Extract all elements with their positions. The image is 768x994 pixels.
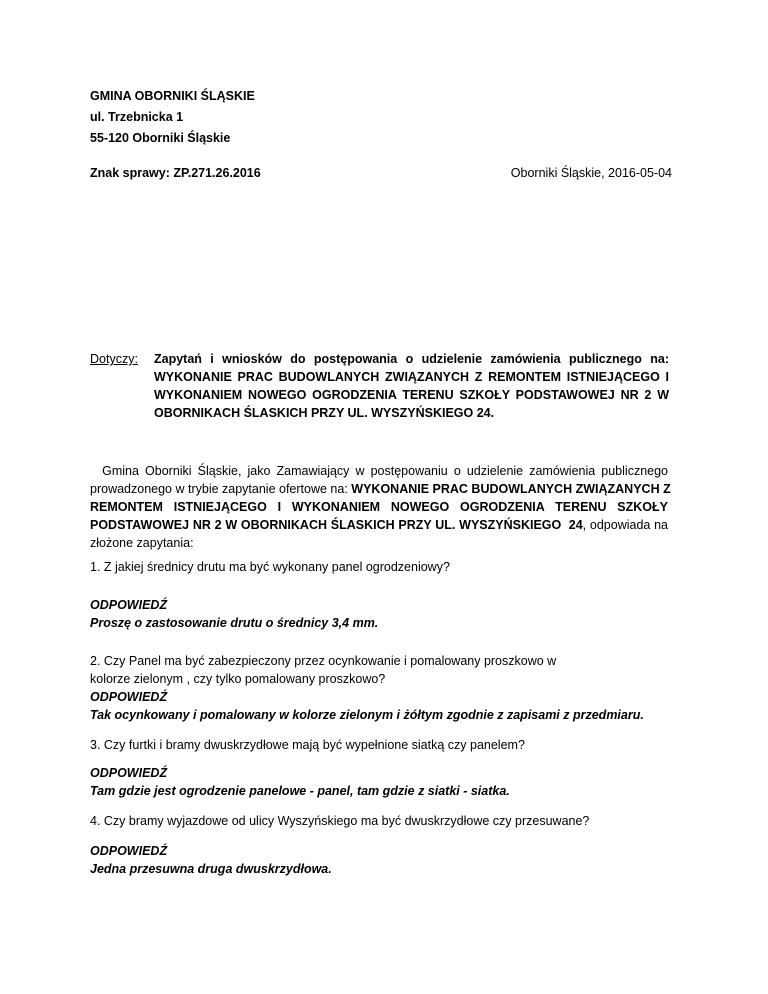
sender-street: ul. Trzebnicka 1 <box>90 110 184 124</box>
case-number: Znak sprawy: ZP.271.26.2016 <box>90 166 261 180</box>
subject-line: WYKONANIEM NOWEGO OGRODZENIA TERENU SZKOŁY PODSTAWOWEJ NR 2 W <box>154 388 669 402</box>
intro-line: Gmina Oborniki Śląskie, jako Zamawiający w postępowaniu o udzielenie zamówienia publicznego <box>90 464 668 478</box>
question-2-line-1: 2. Czy Panel ma być zabezpieczony przez ocynkowanie i pomalowany proszkowo w <box>90 654 557 668</box>
sender-address <box>90 86 255 149</box>
intro-bold-text: PODSTAWOWEJ NR 2 W OBORNIKACH ŚLASKICH PRZY UL. WYSZYŃSKIEGO 24 <box>90 518 583 532</box>
answer-3: Tam gdzie jest ogrodzenie panelowe - panel, tam gdzie z siatki - siatka. <box>90 784 510 798</box>
answer-label-3: ODPOWIEDŹ <box>90 766 168 780</box>
document-date: Oborniki Śląskie, 2016-05-04 <box>510 166 672 180</box>
answer-2: Tak ocynkowany i pomalowany w kolorze zielonym i żółtym zgodnie z zapisami z przedmiaru. <box>90 708 644 722</box>
question-4: 4. Czy bramy wyjazdowe od ulicy Wyszyńskiego ma być dwuskrzydłowe czy przesuwane? <box>90 814 590 828</box>
subject-label: Dotyczy: <box>90 352 138 366</box>
sender-name: GMINA OBORNIKI ŚLĄSKIE <box>90 89 255 103</box>
intro-paragraph <box>90 462 671 552</box>
answer-label-4: ODPOWIEDŹ <box>90 844 168 858</box>
intro-line <box>90 480 671 498</box>
subject-line: Zapytań i wniosków do postępowania o udzielenie zamówienia publicznego na: <box>154 352 669 366</box>
answer-label-2: ODPOWIEDŹ <box>90 690 168 704</box>
subject-text <box>154 350 669 422</box>
question-3: 3. Czy furtki i bramy dwuskrzydłowe mają być wypełnione siatką czy panelem? <box>90 738 525 752</box>
answer-label-1: ODPOWIEDŹ <box>90 598 168 612</box>
answer-4: Jedna przesuwna druga dwuskrzydłowa. <box>90 862 332 876</box>
intro-line: REMONTEM ISTNIEJĄCEGO I WYKONANIEM NOWEGO OGRODZENIA TERENU SZKOŁY <box>90 500 668 514</box>
intro-bold-text: WYKONANIE PRAC BUDOWLANYCH ZWIĄZANYCH Z <box>351 482 671 496</box>
intro-line: złożone zapytania: <box>90 536 194 550</box>
answer-1: Proszę o zastosowanie drutu o średnicy 3,4 mm. <box>90 616 379 630</box>
question-2-line-2: kolorze zielonym , czy tylko pomalowany proszkowo? <box>90 672 386 686</box>
intro-text: prowadzonego w trybie zapytanie ofertowe na: <box>90 482 352 496</box>
intro-text: , odpowiada na <box>582 518 669 532</box>
question-1: 1. Z jakiej średnicy drutu ma być wykonany panel ogrodzeniowy? <box>90 560 450 574</box>
subject-line: OBORNIKACH ŚLASKICH PRZY UL. WYSZYŃSKIEGO 24. <box>154 406 495 420</box>
subject-line: WYKONANIE PRAC BUDOWLANYCH ZWIĄZANYCH Z REMONTEM ISTNIEJĄCEGO I <box>154 370 669 384</box>
intro-line <box>90 516 668 534</box>
sender-city: 55-120 Oborniki Śląskie <box>90 131 231 145</box>
